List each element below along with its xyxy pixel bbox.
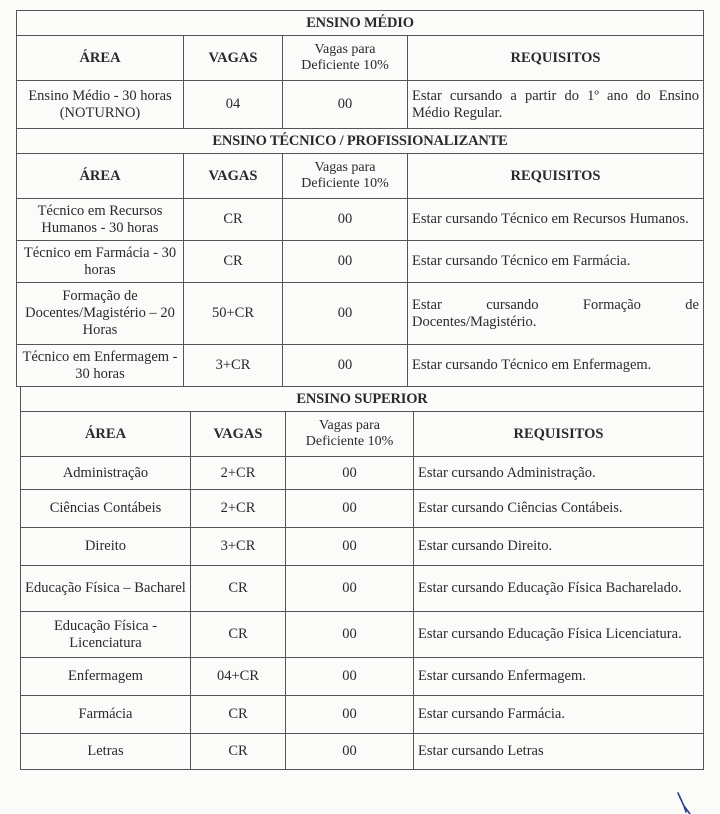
col-header-deficiente: Vagas para Deficiente 10% (283, 36, 408, 81)
col-header-deficiente: Vagas para Deficiente 10% (283, 154, 408, 199)
cell-deficiente: 00 (286, 612, 414, 658)
section-title-row (17, 129, 704, 154)
cell-deficiente: 00 (283, 81, 408, 129)
cell-area: Administração (21, 457, 191, 490)
col-header-vagas: VAGAS (184, 36, 283, 81)
cell-area: Ensino Médio - 30 horas (NOTURNO) (17, 81, 184, 129)
cell-area: Ciências Contábeis (21, 490, 191, 528)
cell-vagas: CR (191, 734, 286, 770)
table-row (17, 81, 704, 129)
cell-requisitos: Estar cursando Letras (414, 734, 704, 770)
cell-deficiente: 00 (283, 199, 408, 241)
cell-deficiente: 00 (286, 528, 414, 566)
cell-vagas: CR (184, 241, 283, 283)
cell-vagas: 2+CR (191, 490, 286, 528)
column-header-row (17, 36, 704, 81)
cell-vagas: 3+CR (184, 345, 283, 387)
cell-vagas: 04 (184, 81, 283, 129)
cell-deficiente: 00 (283, 241, 408, 283)
table-row (21, 612, 704, 658)
cell-vagas: CR (191, 612, 286, 658)
cell-deficiente: 00 (283, 345, 408, 387)
cell-area: Letras (21, 734, 191, 770)
cell-deficiente: 00 (283, 283, 408, 345)
cell-deficiente: 00 (286, 566, 414, 612)
col-header-requisitos: REQUISITOS (408, 36, 704, 81)
cell-requisitos: Estar cursando Técnico em Recursos Humanos. (408, 199, 704, 241)
cell-deficiente: 00 (286, 490, 414, 528)
table-row (21, 566, 704, 612)
column-header-row (21, 412, 704, 457)
table-row (17, 345, 704, 387)
cell-requisitos: Estar cursando Ciências Contábeis. (414, 490, 704, 528)
cell-deficiente: 00 (286, 696, 414, 734)
table-row (21, 528, 704, 566)
table-row (21, 696, 704, 734)
cell-vagas: CR (191, 696, 286, 734)
cell-vagas: 04+CR (191, 658, 286, 696)
cell-area: Educação Física - Licenciatura (21, 612, 191, 658)
cell-vagas: 50+CR (184, 283, 283, 345)
section-title-row (17, 11, 704, 36)
table-row (17, 199, 704, 241)
col-header-vagas: VAGAS (184, 154, 283, 199)
section-title: ENSINO TÉCNICO / PROFISSIONALIZANTE (17, 129, 704, 154)
table-row (21, 734, 704, 770)
section-title: ENSINO MÉDIO (17, 11, 704, 36)
column-header-row (17, 154, 704, 199)
cell-requisitos: Estar cursando Direito. (414, 528, 704, 566)
cell-area: Educação Física – Bacharel (21, 566, 191, 612)
cell-requisitos: Estar cursando Técnico em Enfermagem. (408, 345, 704, 387)
cell-requisitos: Estar cursando Educação Física Bacharelado. (414, 566, 704, 612)
table-ensino-tecnico (16, 128, 704, 387)
vacancy-document (16, 10, 704, 770)
cell-vagas: CR (191, 566, 286, 612)
pen-mark-icon (675, 792, 695, 814)
section-title: ENSINO SUPERIOR (21, 387, 704, 412)
cell-requisitos: Estar cursando Enfermagem. (414, 658, 704, 696)
table-ensino-medio (16, 10, 704, 129)
cell-area: Técnico em Farmácia - 30 horas (17, 241, 184, 283)
col-header-area: ÁREA (21, 412, 191, 457)
section-title-row (21, 387, 704, 412)
cell-requisitos: Estar cursando Administração. (414, 457, 704, 490)
cell-area: Enfermagem (21, 658, 191, 696)
cell-requisitos: Estar cursando Formação de Docentes/Magistério. (408, 283, 704, 345)
cell-area: Técnico em Enfermagem - 30 horas (17, 345, 184, 387)
table-ensino-superior (20, 386, 704, 770)
col-header-area: ÁREA (17, 154, 184, 199)
cell-vagas: CR (184, 199, 283, 241)
cell-requisitos: Estar cursando a partir do 1º ano do Ensino Médio Regular. (408, 81, 704, 129)
cell-deficiente: 00 (286, 658, 414, 696)
cell-deficiente: 00 (286, 734, 414, 770)
cell-requisitos: Estar cursando Farmácia. (414, 696, 704, 734)
table-row (21, 490, 704, 528)
col-header-deficiente: Vagas para Deficiente 10% (286, 412, 414, 457)
cell-requisitos: Estar cursando Educação Física Licenciatura. (414, 612, 704, 658)
table-row (21, 658, 704, 696)
col-header-requisitos: REQUISITOS (414, 412, 704, 457)
cell-area: Formação de Docentes/Magistério – 20 Horas (17, 283, 184, 345)
cell-area: Técnico em Recursos Humanos - 30 horas (17, 199, 184, 241)
cell-requisitos: Estar cursando Técnico em Farmácia. (408, 241, 704, 283)
cell-vagas: 3+CR (191, 528, 286, 566)
col-header-area: ÁREA (17, 36, 184, 81)
table-row (17, 241, 704, 283)
cell-area: Farmácia (21, 696, 191, 734)
cell-deficiente: 00 (286, 457, 414, 490)
col-header-requisitos: REQUISITOS (408, 154, 704, 199)
table-row (17, 283, 704, 345)
cell-vagas: 2+CR (191, 457, 286, 490)
cell-area: Direito (21, 528, 191, 566)
table-row (21, 457, 704, 490)
col-header-vagas: VAGAS (191, 412, 286, 457)
